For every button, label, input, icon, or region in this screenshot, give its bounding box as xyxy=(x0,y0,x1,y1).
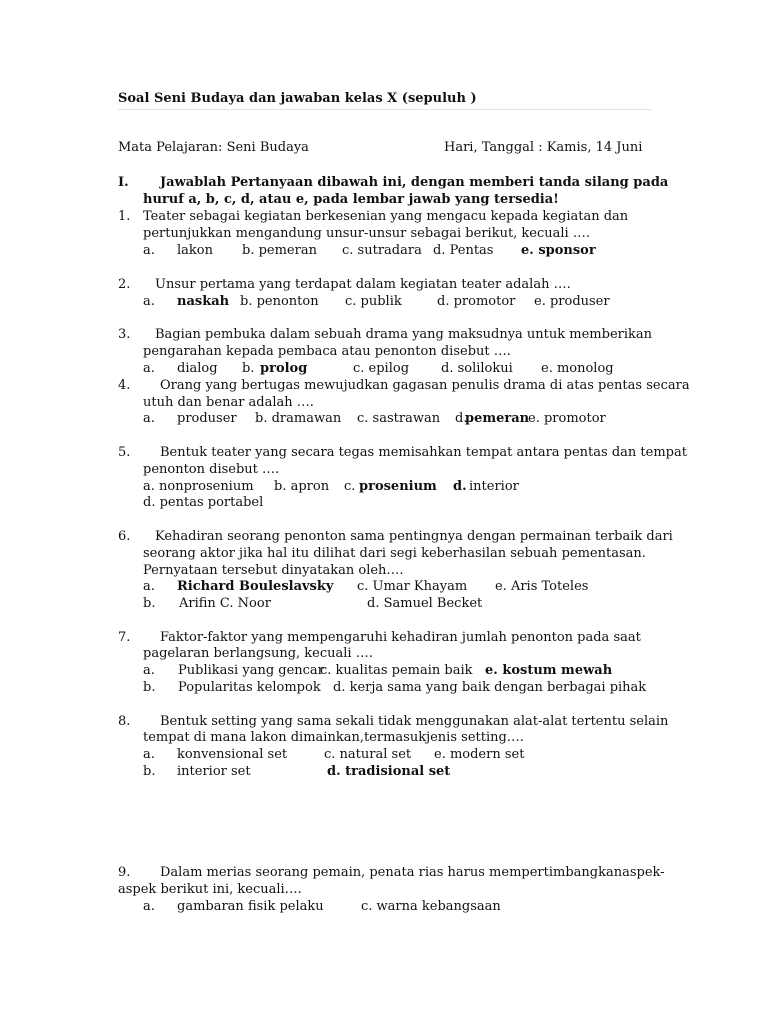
question-4-text-line-1: Orang yang bertugas mewujudkan gagasan penulis drama di atas pentas secara xyxy=(160,378,690,393)
question-5-option-d: interior xyxy=(469,479,519,494)
question-2-option-d: d. promotor xyxy=(437,294,516,309)
question-5-text-line-1: Bentuk teater yang secara tegas memisahkan tempat antara pentas dan tempat xyxy=(160,445,687,460)
question-8-text-line-2: tempat di mana lakon dimainkan,termasukjenis setting…. xyxy=(143,730,524,745)
question-7-text-line-2: pagelaran berlangsung, kecuali …. xyxy=(143,646,373,661)
question-5-option-c-letter: c. xyxy=(344,479,356,494)
question-8-option-c: c. natural set xyxy=(324,747,412,762)
question-4-option-a: produser xyxy=(177,411,237,426)
question-7-option-e-answer: e. kostum mewah xyxy=(485,663,613,678)
question-4-text-line-2: utuh dan benar adalah …. xyxy=(143,395,314,410)
question-5-option-b: b. apron xyxy=(274,479,330,494)
question-1-option-a-letter: a. xyxy=(143,243,155,258)
question-4-option-b: b. dramawan xyxy=(255,411,342,426)
question-4-option-d-letter: d. xyxy=(455,411,468,426)
question-3-option-d: d. solilokui xyxy=(441,361,513,376)
question-9-text-line-2: aspek berikut ini, kecuali…. xyxy=(118,882,302,897)
question-4-number: 4. xyxy=(118,378,131,393)
question-9-option-a: gambaran fisik pelaku xyxy=(177,899,324,914)
question-1-number: 1. xyxy=(118,209,131,224)
question-6-option-a-answer: Richard Bouleslavsky xyxy=(177,579,334,594)
question-7-option-b: Popularitas kelompok xyxy=(178,680,321,695)
question-9-text-line-1: Dalam merias seorang pemain, penata rias harus mempertimbangkanaspek- xyxy=(160,865,665,880)
section-instruction-line-1: Jawablah Pertanyaan dibawah ini, dengan memberi tanda silang pada xyxy=(160,175,669,190)
question-9-number: 9. xyxy=(118,865,131,880)
question-5-text-line-2: penonton disebut …. xyxy=(143,462,280,477)
question-2-option-a-answer: naskah xyxy=(177,294,230,309)
question-4-option-c: c. sastrawan xyxy=(357,411,441,426)
question-2-option-c: c. publik xyxy=(345,294,402,309)
document-title: Soal Seni Budaya dan jawaban kelas X (sepuluh ) xyxy=(118,91,477,106)
question-9-option-a-letter: a. xyxy=(143,899,155,914)
question-2-text-line-1: Unsur pertama yang terdapat dalam kegiatan teater adalah …. xyxy=(155,277,571,292)
question-5-option-d-letter: d. xyxy=(453,479,467,494)
question-2-option-e: e. produser xyxy=(534,294,610,309)
question-5-option-c-answer: prosenium xyxy=(359,479,437,494)
question-6-option-d: d. Samuel Becket xyxy=(367,596,483,611)
question-3-option-a: dialog xyxy=(177,361,218,376)
question-2-option-b: b. penonton xyxy=(240,294,319,309)
question-1-option-e-answer: e. sponsor xyxy=(521,243,596,258)
question-2-option-a-letter: a. xyxy=(143,294,155,309)
question-3-text-line-1: Bagian pembuka dalam sebuah drama yang maksudnya untuk memberikan xyxy=(155,327,653,342)
question-8-option-b-letter: b. xyxy=(143,764,156,779)
question-5-number: 5. xyxy=(118,445,131,460)
question-8-number: 8. xyxy=(118,714,131,729)
section-number: I. xyxy=(118,175,129,190)
question-6-option-b: Arifin C. Noor xyxy=(179,596,271,611)
question-6-option-e: e. Aris Toteles xyxy=(495,579,589,594)
question-7-option-d: d. kerja sama yang baik dengan berbagai pihak xyxy=(333,680,647,695)
question-1-option-b: b. pemeran xyxy=(242,243,317,258)
question-4-option-a-letter: a. xyxy=(143,411,155,426)
question-3-option-e: e. monolog xyxy=(541,361,614,376)
question-8-option-a: konvensional set xyxy=(177,747,288,762)
question-6-option-a-letter: a. xyxy=(143,579,155,594)
question-6-text-line-2: seorang aktor jika hal itu dilihat dari segi keberhasilan sebuah pementasan. xyxy=(143,546,646,561)
question-1-option-a: lakon xyxy=(177,243,213,258)
question-9-option-c: c. warna kebangsaan xyxy=(361,899,501,914)
question-1-text-line-2: pertunjukkan mengandung unsur-unsur sebagai berikut, kecuali …. xyxy=(143,226,590,241)
question-7-option-c: c. kualitas pemain baik xyxy=(320,663,473,678)
question-8-option-a-letter: a. xyxy=(143,747,155,762)
question-5-option-a: a. nonprosenium xyxy=(143,479,254,494)
question-3-option-a-letter: a. xyxy=(143,361,155,376)
question-8-text-line-1: Bentuk setting yang sama sekali tidak menggunakan alat-alat tertentu selain xyxy=(160,714,669,729)
question-7-option-b-letter: b. xyxy=(143,680,156,695)
question-4-option-d-answer: pemeran xyxy=(465,411,530,426)
question-7-option-a-letter: a. xyxy=(143,663,155,678)
question-1-text-line-1: Teater sebagai kegiatan berkesenian yang mengacu kepada kegiatan dan xyxy=(143,209,629,224)
question-7-option-a: Publikasi yang gencar xyxy=(178,663,324,678)
question-3-number: 3. xyxy=(118,327,131,342)
question-6-number: 6. xyxy=(118,529,131,544)
question-2-number: 2. xyxy=(118,277,131,292)
question-8-option-e: e. modern set xyxy=(434,747,525,762)
title-divider xyxy=(118,109,652,110)
question-4-option-e: e. promotor xyxy=(528,411,606,426)
question-3-option-c: c. epilog xyxy=(353,361,410,376)
section-instruction-line-2: huruf a, b, c, d, atau e, pada lembar jawab yang tersedia! xyxy=(143,192,559,207)
date-label: Hari, Tanggal : Kamis, 14 Juni xyxy=(444,140,643,155)
question-8-option-d-answer: d. tradisional set xyxy=(327,764,451,779)
subject-label: Mata Pelajaran: Seni Budaya xyxy=(118,140,309,155)
question-6-option-c: c. Umar Khayam xyxy=(357,579,468,594)
question-3-option-b-answer: prolog xyxy=(260,361,308,376)
question-7-number: 7. xyxy=(118,630,131,645)
question-8-option-b: interior set xyxy=(177,764,251,779)
question-6-text-line-3: Pernyataan tersebut dinyatakan oleh…. xyxy=(143,563,404,578)
question-3-text-line-2: pengarahan kepada pembaca atau penonton disebut …. xyxy=(143,344,511,359)
question-6-option-b-letter: b. xyxy=(143,596,156,611)
question-1-option-c: c. sutradara xyxy=(342,243,422,258)
question-5-option-d-extra: d. pentas portabel xyxy=(143,495,264,510)
question-3-option-b-letter: b. xyxy=(242,361,255,376)
question-6-text-line-1: Kehadiran seorang penonton sama pentingnya dengan permainan terbaik dari xyxy=(155,529,673,544)
question-7-text-line-1: Faktor-faktor yang mempengaruhi kehadiran jumlah penonton pada saat xyxy=(160,630,641,645)
question-1-option-d: d. Pentas xyxy=(433,243,494,258)
